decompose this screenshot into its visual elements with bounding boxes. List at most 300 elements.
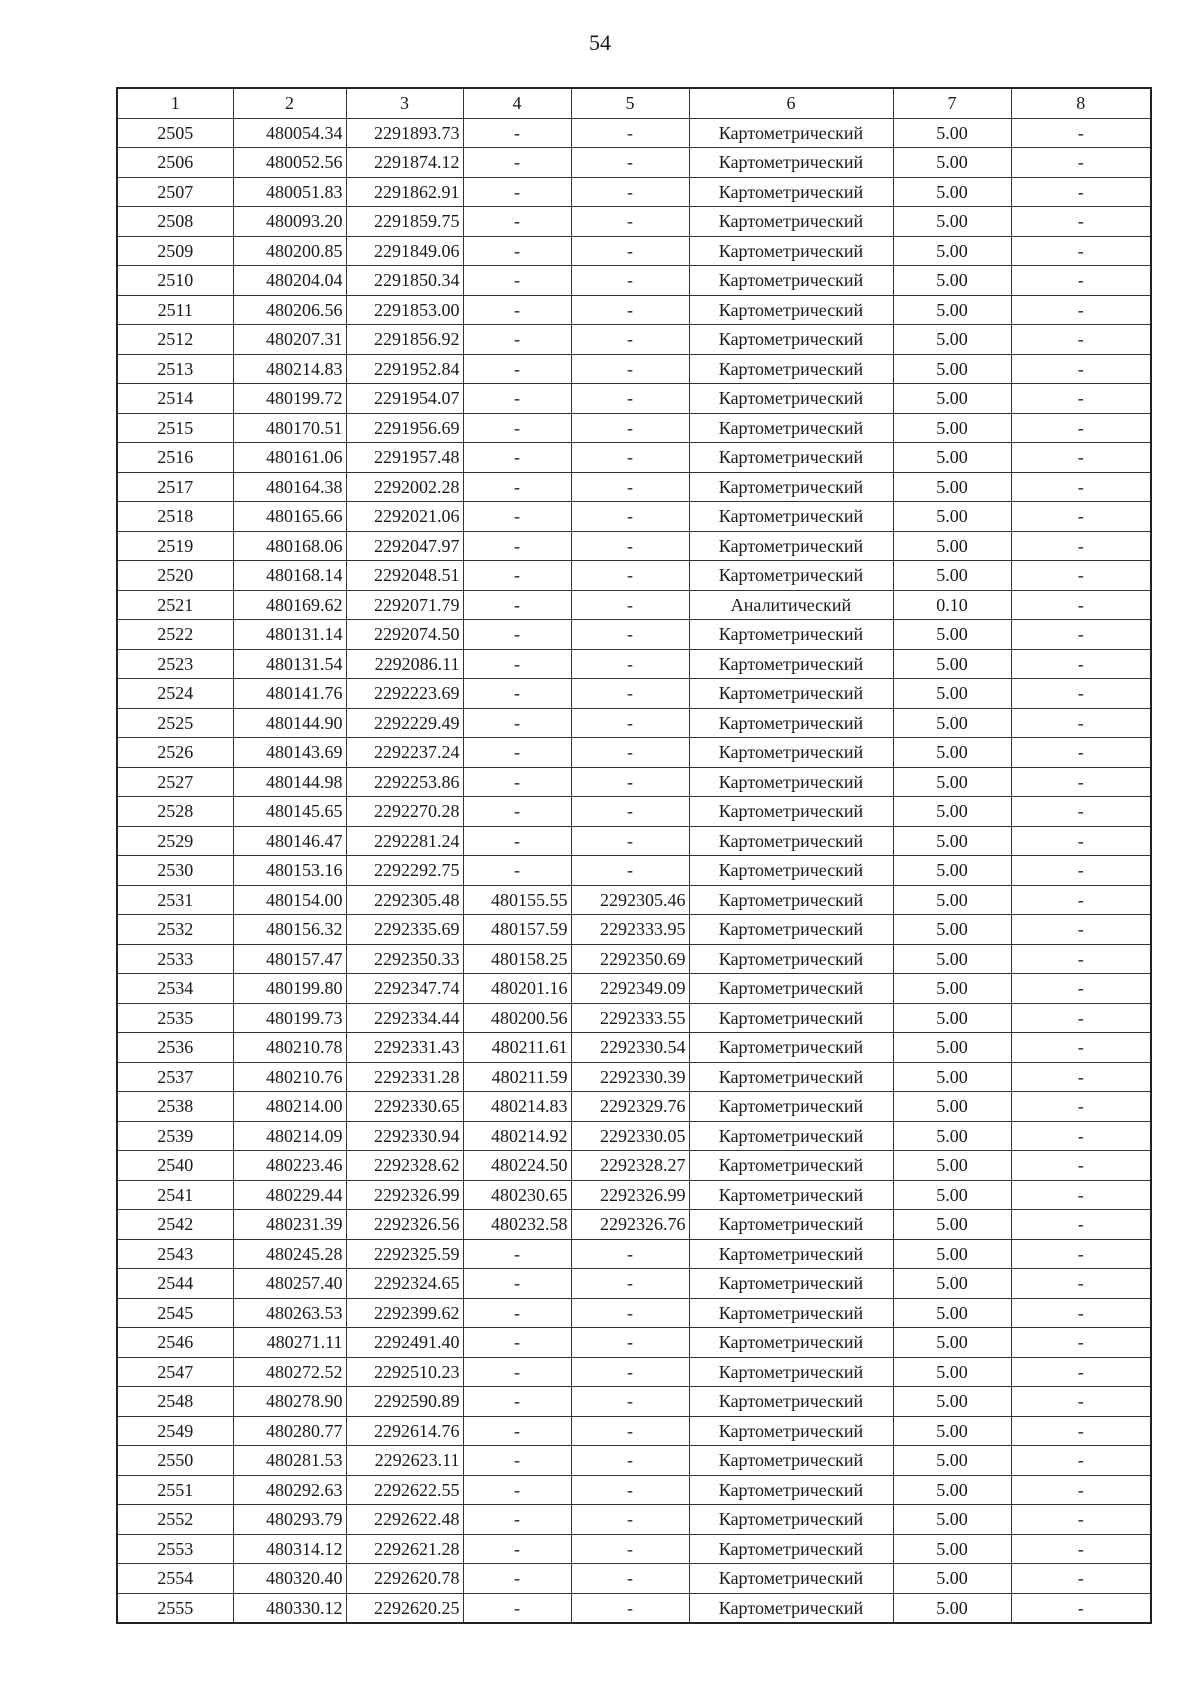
table-cell: 5.00 xyxy=(893,1151,1011,1181)
table-cell: 2291856.92 xyxy=(346,325,463,355)
table-cell: 5.00 xyxy=(893,207,1011,237)
table-cell: - xyxy=(463,1475,571,1505)
table-cell: 5.00 xyxy=(893,826,1011,856)
table-cell: 480157.47 xyxy=(233,944,346,974)
table-row xyxy=(117,1269,1151,1299)
table-row xyxy=(117,590,1151,620)
table-cell: 480271.11 xyxy=(233,1328,346,1358)
table-cell: 480155.55 xyxy=(463,885,571,915)
table-cell: - xyxy=(571,1446,689,1476)
table-row xyxy=(117,472,1151,502)
table-cell: 2292330.65 xyxy=(346,1092,463,1122)
table-cell: Картометрический xyxy=(689,738,893,768)
table-cell: Картометрический xyxy=(689,1593,893,1623)
table-cell: 2553 xyxy=(117,1534,233,1564)
table-cell: 2292620.78 xyxy=(346,1564,463,1594)
table-cell: - xyxy=(571,1593,689,1623)
table-cell: Картометрический xyxy=(689,1003,893,1033)
table-cell: 5.00 xyxy=(893,236,1011,266)
table-row xyxy=(117,236,1151,266)
table-cell: - xyxy=(571,826,689,856)
table-cell: Картометрический xyxy=(689,1534,893,1564)
table-cell: 480314.12 xyxy=(233,1534,346,1564)
table-cell: Картометрический xyxy=(689,561,893,591)
table-cell: 2521 xyxy=(117,590,233,620)
table-row xyxy=(117,1151,1151,1181)
table-cell: - xyxy=(1011,148,1151,178)
table-cell: - xyxy=(1011,1062,1151,1092)
table-cell: - xyxy=(1011,856,1151,886)
table-cell: Картометрический xyxy=(689,1564,893,1594)
table-cell: 5.00 xyxy=(893,738,1011,768)
table-body xyxy=(117,118,1151,1623)
table-cell: 2292350.69 xyxy=(571,944,689,974)
table-cell: - xyxy=(571,1475,689,1505)
table-cell: 5.00 xyxy=(893,708,1011,738)
table-cell: - xyxy=(463,1269,571,1299)
table-cell: 5.00 xyxy=(893,443,1011,473)
table-cell: 2292623.11 xyxy=(346,1446,463,1476)
table-cell: 5.00 xyxy=(893,1505,1011,1535)
table-row xyxy=(117,1534,1151,1564)
table-cell: 2292510.23 xyxy=(346,1357,463,1387)
table-cell: 5.00 xyxy=(893,679,1011,709)
table-cell: 2291853.00 xyxy=(346,295,463,325)
table-cell: - xyxy=(463,797,571,827)
table-cell: - xyxy=(463,472,571,502)
table-cell: 5.00 xyxy=(893,148,1011,178)
table-cell: 2292329.76 xyxy=(571,1092,689,1122)
table-cell: Картометрический xyxy=(689,266,893,296)
table-cell: - xyxy=(1011,177,1151,207)
table-cell: 480141.76 xyxy=(233,679,346,709)
table-cell: 2292333.95 xyxy=(571,915,689,945)
table-cell: - xyxy=(571,531,689,561)
table-cell: 2292229.49 xyxy=(346,708,463,738)
table-cell: - xyxy=(1011,620,1151,650)
table-cell: 480165.66 xyxy=(233,502,346,532)
table-cell: 5.00 xyxy=(893,1357,1011,1387)
table-cell: - xyxy=(1011,767,1151,797)
table-cell: 5.00 xyxy=(893,472,1011,502)
table-cell: 5.00 xyxy=(893,1033,1011,1063)
table-cell: - xyxy=(1011,1328,1151,1358)
table-row xyxy=(117,1416,1151,1446)
table-cell: Картометрический xyxy=(689,354,893,384)
table-cell: 2292237.24 xyxy=(346,738,463,768)
table-cell: Картометрический xyxy=(689,1269,893,1299)
table-cell: Картометрический xyxy=(689,885,893,915)
table-cell: - xyxy=(571,295,689,325)
table-cell: 2552 xyxy=(117,1505,233,1535)
table-cell: - xyxy=(571,679,689,709)
table-cell: - xyxy=(571,472,689,502)
table-cell: Картометрический xyxy=(689,1151,893,1181)
table-cell: 480199.72 xyxy=(233,384,346,414)
table-cell: 2532 xyxy=(117,915,233,945)
table-cell: 5.00 xyxy=(893,915,1011,945)
page-number: 54 xyxy=(589,30,611,55)
table-cell: - xyxy=(1011,1505,1151,1535)
table-row xyxy=(117,738,1151,768)
table-cell: - xyxy=(571,443,689,473)
table-cell: 2519 xyxy=(117,531,233,561)
table-cell: 5.00 xyxy=(893,767,1011,797)
table-cell: - xyxy=(1011,944,1151,974)
table-cell: 5.00 xyxy=(893,118,1011,148)
table-cell: 2292334.44 xyxy=(346,1003,463,1033)
table-cell: - xyxy=(1011,1210,1151,1240)
table-row xyxy=(117,620,1151,650)
table-cell: 2533 xyxy=(117,944,233,974)
table-cell: 480245.28 xyxy=(233,1239,346,1269)
table-cell: 2508 xyxy=(117,207,233,237)
table-cell: 5.00 xyxy=(893,1210,1011,1240)
table-row xyxy=(117,1033,1151,1063)
table-cell: 2523 xyxy=(117,649,233,679)
table-cell: 5.00 xyxy=(893,561,1011,591)
table-cell: - xyxy=(1011,266,1151,296)
table-cell: - xyxy=(571,413,689,443)
table-cell: Картометрический xyxy=(689,620,893,650)
table-row xyxy=(117,708,1151,738)
table-cell: - xyxy=(1011,295,1151,325)
table-cell: 2291956.69 xyxy=(346,413,463,443)
table-row xyxy=(117,797,1151,827)
table-cell: - xyxy=(463,502,571,532)
table-cell: 480199.73 xyxy=(233,1003,346,1033)
table-cell: 2525 xyxy=(117,708,233,738)
table-cell: 2292021.06 xyxy=(346,502,463,532)
table-cell: 5.00 xyxy=(893,531,1011,561)
table-row xyxy=(117,502,1151,532)
table-cell: 5.00 xyxy=(893,1269,1011,1299)
table-cell: - xyxy=(571,590,689,620)
table-cell: 2292071.79 xyxy=(346,590,463,620)
table-cell: - xyxy=(463,531,571,561)
table-cell: 2526 xyxy=(117,738,233,768)
table-cell: 2535 xyxy=(117,1003,233,1033)
table-cell: 480054.34 xyxy=(233,118,346,148)
table-row xyxy=(117,1505,1151,1535)
table-cell: Картометрический xyxy=(689,1298,893,1328)
table-cell: 2514 xyxy=(117,384,233,414)
table-cell: - xyxy=(1011,1121,1151,1151)
table-cell: 480330.12 xyxy=(233,1593,346,1623)
table-cell: - xyxy=(1011,325,1151,355)
table-cell: - xyxy=(1011,1269,1151,1299)
table-cell: 2292347.74 xyxy=(346,974,463,1004)
table-cell: 2292326.99 xyxy=(571,1180,689,1210)
table-cell: 5.00 xyxy=(893,649,1011,679)
table-cell: - xyxy=(1011,708,1151,738)
table-cell: - xyxy=(1011,1534,1151,1564)
table-cell: 2292331.43 xyxy=(346,1033,463,1063)
table-row xyxy=(117,974,1151,1004)
table-cell: 480224.50 xyxy=(463,1151,571,1181)
table-cell: 2518 xyxy=(117,502,233,532)
table-cell: 5.00 xyxy=(893,1564,1011,1594)
table-cell: - xyxy=(571,1269,689,1299)
table-cell: 2555 xyxy=(117,1593,233,1623)
table-cell: Картометрический xyxy=(689,1210,893,1240)
table-cell: - xyxy=(1011,1446,1151,1476)
table-cell: 5.00 xyxy=(893,1593,1011,1623)
table-cell: 2291850.34 xyxy=(346,266,463,296)
table-cell: 480200.85 xyxy=(233,236,346,266)
table-cell: 2531 xyxy=(117,885,233,915)
table-cell: 480232.58 xyxy=(463,1210,571,1240)
table-cell: 480211.59 xyxy=(463,1062,571,1092)
table-cell: 2291859.75 xyxy=(346,207,463,237)
table-cell: - xyxy=(463,1534,571,1564)
table-row xyxy=(117,325,1151,355)
table-cell: - xyxy=(463,207,571,237)
table-cell: - xyxy=(463,325,571,355)
table-cell: - xyxy=(463,1328,571,1358)
table-cell: Картометрический xyxy=(689,472,893,502)
table-cell: 480164.38 xyxy=(233,472,346,502)
table-cell: - xyxy=(463,413,571,443)
table-cell: 5.00 xyxy=(893,974,1011,1004)
table-cell: 5.00 xyxy=(893,944,1011,974)
table-cell: 2549 xyxy=(117,1416,233,1446)
table-cell: 2515 xyxy=(117,413,233,443)
table-cell: - xyxy=(1011,1387,1151,1417)
table-cell: 480214.83 xyxy=(233,354,346,384)
table-cell: - xyxy=(571,1298,689,1328)
table-cell: 0.10 xyxy=(893,590,1011,620)
table-cell: 2292305.48 xyxy=(346,885,463,915)
column-header: 3 xyxy=(346,88,463,118)
table-cell: - xyxy=(571,148,689,178)
table-cell: - xyxy=(1011,1239,1151,1269)
table-cell: 2548 xyxy=(117,1387,233,1417)
table-cell: Картометрический xyxy=(689,767,893,797)
table-cell: Картометрический xyxy=(689,1357,893,1387)
table-cell: 5.00 xyxy=(893,1092,1011,1122)
table-cell: 480214.83 xyxy=(463,1092,571,1122)
table-cell: - xyxy=(463,620,571,650)
table-cell: Картометрический xyxy=(689,531,893,561)
table-row xyxy=(117,1387,1151,1417)
table-cell: - xyxy=(571,1387,689,1417)
table-cell: - xyxy=(1011,1564,1151,1594)
table-cell: - xyxy=(1011,1003,1151,1033)
table-cell: 2292335.69 xyxy=(346,915,463,945)
table-cell: - xyxy=(1011,472,1151,502)
table-cell: 2292620.25 xyxy=(346,1593,463,1623)
table-cell: 2546 xyxy=(117,1328,233,1358)
table-cell: Картометрический xyxy=(689,1092,893,1122)
table-cell: 480272.52 xyxy=(233,1357,346,1387)
table-cell: 5.00 xyxy=(893,295,1011,325)
table-cell: 2292349.09 xyxy=(571,974,689,1004)
table-cell: 2539 xyxy=(117,1121,233,1151)
table-cell: - xyxy=(1011,443,1151,473)
table-cell: 2513 xyxy=(117,354,233,384)
table-cell: 2291893.73 xyxy=(346,118,463,148)
table-cell: 2547 xyxy=(117,1357,233,1387)
table-cell: 2292281.24 xyxy=(346,826,463,856)
table-cell: - xyxy=(463,295,571,325)
table-cell: 480144.98 xyxy=(233,767,346,797)
table-cell: - xyxy=(1011,413,1151,443)
table-cell: 2510 xyxy=(117,266,233,296)
table-row xyxy=(117,443,1151,473)
table-cell: - xyxy=(571,1328,689,1358)
table-cell: - xyxy=(571,1357,689,1387)
table-cell: 2554 xyxy=(117,1564,233,1594)
table-cell: Картометрический xyxy=(689,826,893,856)
table-cell: 2291849.06 xyxy=(346,236,463,266)
table-cell: 2292002.28 xyxy=(346,472,463,502)
table-cell: 480161.06 xyxy=(233,443,346,473)
table-row xyxy=(117,944,1151,974)
column-header: 5 xyxy=(571,88,689,118)
table-cell: 480214.00 xyxy=(233,1092,346,1122)
table-cell: - xyxy=(571,1505,689,1535)
table-cell: 5.00 xyxy=(893,1328,1011,1358)
table-cell: 480231.39 xyxy=(233,1210,346,1240)
table-row xyxy=(117,1062,1151,1092)
table-cell: 480168.14 xyxy=(233,561,346,591)
table-cell: - xyxy=(463,561,571,591)
table-cell: - xyxy=(463,236,571,266)
table-cell: 480131.54 xyxy=(233,649,346,679)
table-cell: - xyxy=(571,1416,689,1446)
table-cell: - xyxy=(571,620,689,650)
table-cell: - xyxy=(1011,885,1151,915)
table-cell: - xyxy=(571,236,689,266)
table-cell: 2292622.55 xyxy=(346,1475,463,1505)
table-cell: Картометрический xyxy=(689,944,893,974)
table-cell: 2292326.99 xyxy=(346,1180,463,1210)
table-row xyxy=(117,561,1151,591)
table-cell: 480169.62 xyxy=(233,590,346,620)
table-cell: 2292305.46 xyxy=(571,885,689,915)
table-cell: - xyxy=(463,1593,571,1623)
table-cell: - xyxy=(1011,1298,1151,1328)
column-header: 2 xyxy=(233,88,346,118)
table-cell: - xyxy=(571,266,689,296)
table-cell: 480211.61 xyxy=(463,1033,571,1063)
table-cell: 5.00 xyxy=(893,1180,1011,1210)
table-header-row xyxy=(117,88,1151,118)
table-cell: 2522 xyxy=(117,620,233,650)
table-cell: - xyxy=(463,1505,571,1535)
table-cell: Картометрический xyxy=(689,207,893,237)
table-cell: - xyxy=(1011,354,1151,384)
table-cell: - xyxy=(463,1357,571,1387)
table-cell: 5.00 xyxy=(893,502,1011,532)
table-cell: Картометрический xyxy=(689,384,893,414)
table-cell: - xyxy=(1011,236,1151,266)
table-cell: - xyxy=(463,177,571,207)
table-cell: 2537 xyxy=(117,1062,233,1092)
table-cell: 2528 xyxy=(117,797,233,827)
table-cell: 5.00 xyxy=(893,620,1011,650)
table-cell: - xyxy=(1011,590,1151,620)
table-cell: 2516 xyxy=(117,443,233,473)
table-cell: 2291957.48 xyxy=(346,443,463,473)
table-row xyxy=(117,207,1151,237)
table-cell: 480320.40 xyxy=(233,1564,346,1594)
table-cell: - xyxy=(463,354,571,384)
table-cell: 480200.56 xyxy=(463,1003,571,1033)
table-cell: - xyxy=(463,738,571,768)
table-row xyxy=(117,1210,1151,1240)
table-cell: Картометрический xyxy=(689,974,893,1004)
table-cell: - xyxy=(1011,649,1151,679)
table-cell: 2292399.62 xyxy=(346,1298,463,1328)
table-cell: 2292333.55 xyxy=(571,1003,689,1033)
column-header: 4 xyxy=(463,88,571,118)
table-cell: 2538 xyxy=(117,1092,233,1122)
table-cell: - xyxy=(463,679,571,709)
coordinates-table xyxy=(116,87,1152,1624)
table-cell: 480207.31 xyxy=(233,325,346,355)
table-cell: 480201.16 xyxy=(463,974,571,1004)
table-cell: 2512 xyxy=(117,325,233,355)
table-cell: Картометрический xyxy=(689,443,893,473)
table-cell: 2292350.33 xyxy=(346,944,463,974)
table-cell: - xyxy=(1011,826,1151,856)
table-cell: 480278.90 xyxy=(233,1387,346,1417)
table-row xyxy=(117,384,1151,414)
table-cell: 5.00 xyxy=(893,1062,1011,1092)
table-row xyxy=(117,1475,1151,1505)
table-cell: 2291952.84 xyxy=(346,354,463,384)
table-cell: - xyxy=(1011,207,1151,237)
table-row xyxy=(117,148,1151,178)
table-row xyxy=(117,266,1151,296)
table-cell: 2292330.39 xyxy=(571,1062,689,1092)
table-row xyxy=(117,1121,1151,1151)
table-cell: 2505 xyxy=(117,118,233,148)
table-row xyxy=(117,1357,1151,1387)
table-cell: Картометрический xyxy=(689,915,893,945)
table-cell: - xyxy=(571,1534,689,1564)
table-cell: 5.00 xyxy=(893,413,1011,443)
table-row xyxy=(117,885,1151,915)
column-header: 6 xyxy=(689,88,893,118)
table-cell: - xyxy=(463,1416,571,1446)
table-cell: - xyxy=(571,856,689,886)
table-cell: 2292326.56 xyxy=(346,1210,463,1240)
table-cell: Картометрический xyxy=(689,1239,893,1269)
table-cell: 5.00 xyxy=(893,885,1011,915)
table-cell: Картометрический xyxy=(689,708,893,738)
table-cell: 5.00 xyxy=(893,1475,1011,1505)
table-cell: 2292270.28 xyxy=(346,797,463,827)
table-cell: - xyxy=(571,767,689,797)
table-cell: 2527 xyxy=(117,767,233,797)
table-cell: - xyxy=(571,354,689,384)
table-row xyxy=(117,767,1151,797)
table-cell: 480052.56 xyxy=(233,148,346,178)
table-cell: 2509 xyxy=(117,236,233,266)
table-cell: 480257.40 xyxy=(233,1269,346,1299)
table-cell: 480292.63 xyxy=(233,1475,346,1505)
table-cell: 2291874.12 xyxy=(346,148,463,178)
table-cell: 5.00 xyxy=(893,266,1011,296)
table-cell: Картометрический xyxy=(689,1446,893,1476)
table-cell: 5.00 xyxy=(893,1239,1011,1269)
table-cell: 5.00 xyxy=(893,797,1011,827)
table-cell: 2545 xyxy=(117,1298,233,1328)
table-cell: - xyxy=(463,649,571,679)
